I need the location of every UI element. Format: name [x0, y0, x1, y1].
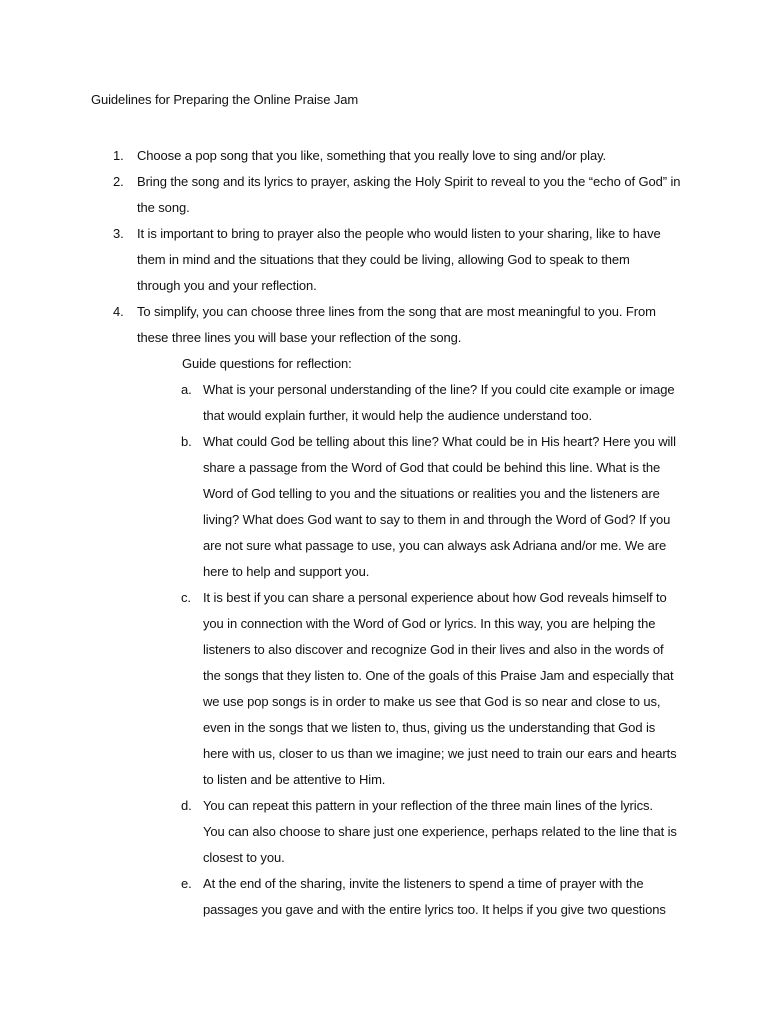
guide-item-a	[0, 377, 675, 429]
item-text-line: share a passage from the Word of God that could be behind this line. What is the	[203, 460, 661, 475]
item-number: 2.	[113, 174, 124, 189]
item-text-line: living? What does God want to say to them in and through the Word of God? If you	[203, 512, 671, 527]
item-letter: b.	[181, 434, 192, 449]
item-text-line: It is best if you can share a personal experience about how God reveals himself to	[203, 590, 667, 605]
item-text-line: even in the songs that we listen to, thus, giving us the understanding that God is	[203, 720, 656, 735]
item-letter: a.	[181, 382, 192, 397]
item-text-line: them in mind and the situations that they could be living, allowing God to speak to them	[137, 252, 630, 267]
item-text-line: closest to you.	[203, 850, 285, 865]
item-text-line: It is important to bring to prayer also the people who would listen to your sharing, like to have	[137, 226, 661, 241]
list-item-2	[0, 169, 681, 221]
item-text-line: here to help and support you.	[203, 564, 370, 579]
guide-questions-container	[0, 377, 768, 923]
item-text-line: we use pop songs is in order to make us see that God is so near and close to us,	[203, 694, 661, 709]
guide-item-c	[0, 585, 677, 793]
item-text-line: the songs that they listen to. One of the goals of this Praise Jam and especially that	[203, 668, 674, 683]
item-text-line: that would explain further, it would help the audience understand too.	[203, 408, 593, 423]
guide-questions-heading: Guide questions for reflection:	[182, 356, 352, 371]
guide-questions-list	[0, 377, 768, 923]
guidelines-list	[0, 143, 768, 923]
item-number: 3.	[113, 226, 124, 241]
item-text-line: You can also choose to share just one experience, perhaps related to the line that is	[203, 824, 677, 839]
item-text-line: here with us, closer to us than we imagine; we just need to train our ears and hearts	[203, 746, 677, 761]
item-text-line: to listen and be attentive to Him.	[203, 772, 386, 787]
item-text-line: You can repeat this pattern in your reflection of the three main lines of the lyrics.	[203, 798, 653, 813]
list-item-4	[0, 299, 677, 351]
item-letter: c.	[181, 590, 191, 605]
item-text-line: through you and your reflection.	[137, 278, 317, 293]
item-number: 4.	[113, 304, 124, 319]
document-title: Guidelines for Preparing the Online Praise Jam	[91, 92, 359, 107]
item-text-line: Word of God telling to you and the situations or realities you and the listeners are	[203, 486, 660, 501]
item-text-line: Bring the song and its lyrics to prayer, asking the Holy Spirit to reveal to you the “echo of God” in	[137, 174, 681, 189]
item-text-line: To simplify, you can choose three lines from the song that are most meaningful to you. From	[137, 304, 656, 319]
item-text-line: listeners to also discover and recognize God in their lives and also in the words of	[203, 642, 664, 657]
item-text-line: At the end of the sharing, invite the listeners to spend a time of prayer with the	[203, 876, 644, 891]
list-item-1	[0, 143, 677, 169]
item-text-line: these three lines you will base your reflection of the song.	[137, 330, 462, 345]
guide-item-d	[0, 793, 677, 871]
item-letter: d.	[181, 798, 192, 813]
item-text-line: What is your personal understanding of the line? If you could cite example or image	[203, 382, 675, 397]
item-text-line: passages you gave and with the entire lyrics too. It helps if you give two questions	[203, 902, 666, 917]
item-letter: e.	[181, 876, 192, 891]
item-text-line: are not sure what passage to use, you can always ask Adriana and/or me. We are	[203, 538, 667, 553]
item-text-line: Choose a pop song that you like, something that you really love to sing and/or play.	[137, 148, 607, 163]
item-number: 1.	[113, 148, 124, 163]
item-text-line: What could God be telling about this line? What could be in His heart? Here you will	[203, 434, 676, 449]
list-item-3	[0, 221, 677, 299]
guide-item-e	[0, 871, 666, 923]
item-text-line: the song.	[137, 200, 190, 215]
guide-item-b	[0, 429, 676, 585]
item-text-line: you in connection with the Word of God or lyrics. In this way, you are helping the	[203, 616, 656, 631]
